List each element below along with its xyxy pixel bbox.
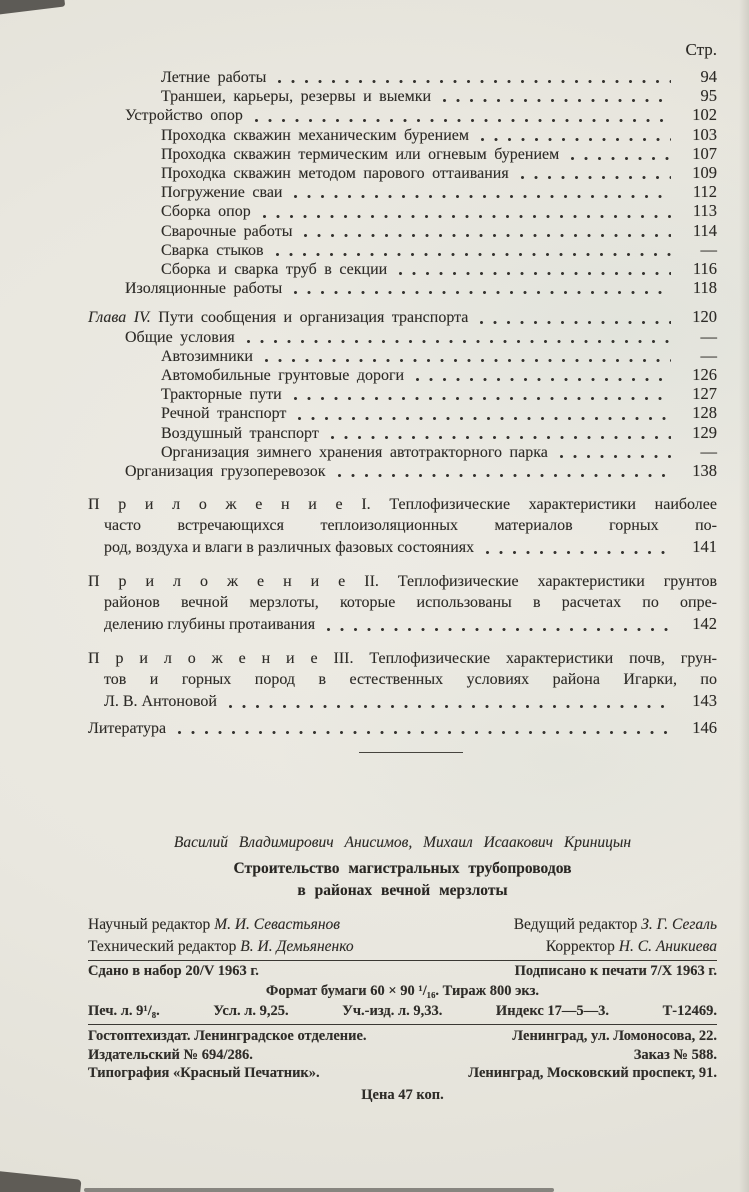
colophon-item: Усл. л. 9,25. (213, 1003, 289, 1019)
appendix-last-text: род, воздуха и влаги в различных фазовых состояниях (104, 539, 475, 557)
dot-leader (416, 366, 671, 385)
toc-entry-page: — (700, 239, 717, 259)
editors-block (88, 914, 717, 957)
toc-entry-page: 114 (692, 220, 717, 240)
publisher-right: Ленинград, Московский проспект, 91. (468, 1065, 717, 1081)
dot-leader (178, 719, 671, 738)
scan-artifact-bottom-edge (84, 1188, 554, 1192)
dot-leader (229, 690, 671, 712)
toc-entry (88, 241, 717, 260)
publisher-left: Гостоптехиздат. Ленинградское отделение. (88, 1028, 367, 1044)
dot-leader (486, 536, 671, 558)
toc-entry-label: Автомобильные грунтовые дороги (161, 367, 405, 385)
toc-entry (88, 126, 717, 145)
editor-line (88, 936, 354, 958)
toc-entry (88, 462, 717, 481)
toc-entry-page: 138 (692, 461, 717, 481)
table-of-contents (88, 68, 717, 481)
book-title-line1: Строительство магистральных трубопроводов (233, 860, 572, 877)
toc-entry-page: 109 (692, 163, 717, 183)
toc-entry-page: 118 (692, 278, 717, 298)
colophon-item: Уч.-изд. л. 9,33. (342, 1003, 443, 1019)
dot-leader (304, 222, 671, 241)
toc-entry-label: Сварка стыков (161, 241, 264, 259)
colophon-rule-bottom (88, 1024, 717, 1025)
toc-appendix-entry (88, 648, 717, 712)
toc-entry-page: 116 (692, 259, 717, 279)
toc-entry-page: — (700, 441, 717, 461)
appendix-last-line (88, 613, 717, 635)
toc-entry (88, 366, 717, 385)
book-title (88, 858, 717, 902)
toc-entry-page: 103 (692, 124, 717, 144)
toc-entry-label: Организация зимнего хранения автотракторного парка (161, 443, 548, 461)
appendix-text-line: П р и л о ж е н и е I. Теплофизические характеристики наиболее (88, 496, 717, 514)
toc-entry-label: Погружение сваи (161, 184, 283, 202)
appendix-last-line (88, 690, 717, 712)
toc-entry (88, 260, 717, 279)
colophon-dates-row (88, 961, 717, 981)
scan-artifact-bottom-left (0, 1168, 81, 1192)
toc-entry (88, 202, 717, 221)
scan-shadow-right-edge (739, 0, 749, 1192)
toc-entry (88, 719, 717, 738)
toc-entry-page: 129 (692, 422, 717, 442)
appendix-text-line: П р и л о ж е н и е II. Теплофизические характеристики грунтов (88, 573, 717, 591)
authors-line: Василий Владимирович Анисимов, Михаил Исаакович Криницын (173, 834, 632, 851)
toc-entry-label: Сборка опор (161, 203, 251, 221)
toc-entry-label: Литература (88, 720, 167, 738)
toc-entry-page: 127 (692, 384, 717, 404)
section-divider (359, 752, 463, 753)
appendix-text-line: тов и горных пород в естественных условиях района Игарки, по (104, 671, 717, 689)
toc-entry-label: Организация грузоперевозок (125, 463, 326, 481)
publisher-row (88, 1064, 717, 1083)
toc-entry-label: Проходка скважин методом парового оттаивания (161, 165, 509, 183)
dot-leader (294, 385, 671, 404)
toc-entry (88, 222, 717, 241)
toc-entry-page: 94 (700, 67, 717, 86)
dot-leader (298, 404, 671, 423)
dot-leader (521, 164, 671, 183)
toc-appendix-entry (88, 571, 717, 635)
toc-entry-label: Глава IV. Пути сообщения и организация транспорта (88, 309, 469, 327)
dot-leader (338, 462, 671, 481)
editor-line (514, 936, 717, 958)
editor-name: З. Г. Сегаль (641, 916, 717, 933)
dot-leader (265, 347, 671, 366)
sheets-index-row (88, 1001, 717, 1021)
toc-entry-page: 112 (692, 182, 717, 202)
toc-entry-page: 107 (692, 143, 717, 163)
toc-entry-page: 126 (692, 365, 717, 385)
publisher-row (88, 1046, 717, 1065)
editor-line (514, 914, 717, 936)
dot-leader (480, 308, 671, 327)
colophon (88, 960, 717, 1104)
editor-name: В. И. Демьяненко (240, 937, 354, 955)
editor-role: Ведущий редактор (513, 916, 642, 933)
dot-leader (276, 241, 671, 260)
editor-name: Н. С. Аникиева (618, 937, 717, 955)
appendix-text-line: П р и л о ж е н и е III. Теплофизические характеристики почв, грун- (88, 650, 717, 668)
publisher-right: Заказ № 588. (633, 1046, 717, 1063)
toc-entry (88, 385, 717, 404)
print-date: Подписано к печати 7/X 1963 г. (514, 963, 717, 979)
toc-entry-label: Проходка скважин термическим или огневым бурением (161, 145, 560, 163)
toc-entry-page: 120 (692, 307, 717, 327)
dot-leader (247, 328, 671, 347)
appendix-text-line: районов вечной мерзлоты, которые использованы в расчетах по опре- (104, 594, 717, 612)
scan-artifact-top-left (0, 0, 65, 17)
toc-entry-page: 128 (692, 403, 717, 423)
toc-entry-page: 95 (700, 86, 717, 106)
editors-right-column (514, 914, 717, 957)
editors-left-column (88, 914, 354, 957)
toc-entry-label: Траншеи, карьеры, резервы и выемки (161, 88, 432, 106)
dot-leader (571, 145, 671, 164)
publisher-block (88, 1027, 717, 1083)
toc-entry (88, 145, 717, 164)
imprint-block (88, 833, 717, 1104)
page-content (88, 40, 717, 1103)
dot-leader (263, 202, 671, 221)
page-column-header: Стр. (685, 40, 717, 59)
toc-entry (88, 308, 717, 327)
format-print-run: Формат бумаги 60 × 90 ¹/₁₆. Тираж 800 экз. (265, 983, 540, 999)
toc-entry (88, 404, 717, 423)
toc-entry-label: Воздушный транспорт (161, 424, 319, 442)
toc-entry-page: 146 (692, 718, 717, 738)
toc-entry (88, 183, 717, 202)
toc-entry-page: 102 (692, 105, 717, 125)
toc-entry-label: Тракторные пути (161, 386, 282, 404)
toc-entry-label: Общие условия (125, 328, 235, 346)
toc-entry (88, 68, 717, 87)
toc-entry-page: — (700, 326, 717, 346)
appendix-entries (88, 494, 717, 712)
toc-entry-label: Автозимники (161, 347, 253, 365)
appendix-last-text: Л. В. Антоновой (104, 693, 217, 711)
publisher-right: Ленинград, ул. Ломоносова, 22. (512, 1028, 717, 1044)
book-title-line2: в районах вечной мерзлоты (297, 882, 508, 899)
dot-leader (255, 106, 671, 125)
editor-name: М. И. Севастьянов (214, 916, 340, 933)
toc-entry-page: 143 (692, 691, 717, 711)
colophon-item: Т-12469. (662, 1003, 717, 1019)
toc-entry (88, 106, 717, 125)
appendix-last-text: делению глубины протаивания (104, 616, 316, 634)
toc-entry-label: Сварочные работы (161, 222, 293, 240)
editor-role: Научный редактор (88, 916, 215, 933)
toc-entry (88, 164, 717, 183)
toc-entry (88, 279, 717, 298)
colophon-item: Индекс 17—5—3. (495, 1003, 610, 1019)
toc-entry-label: Устройство опор (125, 107, 243, 125)
dot-leader (481, 126, 671, 145)
publisher-left: Типография «Красный Печатник». (88, 1065, 320, 1081)
toc-entry (88, 424, 717, 443)
dot-leader (443, 87, 671, 106)
appendix-last-line (88, 536, 717, 558)
toc-entry (88, 443, 717, 462)
appendix-text-line: часто встречающихся теплоизоляционных материалов горных по- (104, 517, 717, 535)
toc-entry-page: 142 (692, 614, 717, 634)
dot-leader (294, 183, 671, 202)
toc-appendix-entry (88, 494, 717, 558)
toc-entry-page: 113 (692, 201, 717, 221)
toc-entry-label: Сборка и сварка труб в секции (161, 261, 388, 279)
typeset-date: Сдано в набор 20/V 1963 г. (88, 963, 259, 979)
editor-line (88, 914, 354, 936)
dot-leader (278, 68, 671, 87)
dot-leader (327, 613, 671, 635)
toc-entry-label: Проходка скважин механическим бурением (161, 126, 469, 144)
toc-entry-label: Летние работы (161, 69, 267, 86)
publisher-row (88, 1027, 717, 1046)
toc-entry (88, 87, 717, 106)
toc-chapter-prefix: Глава IV. (88, 309, 159, 327)
editor-role: Корректор (545, 937, 619, 955)
dot-leader (294, 279, 671, 298)
toc-entry-label: Речной транспорт (161, 405, 287, 423)
toc-entry-page: 141 (692, 537, 717, 557)
dot-leader (560, 443, 671, 462)
literature-entry (88, 719, 717, 738)
editor-role: Технический редактор (88, 937, 241, 955)
toc-entry (88, 347, 717, 366)
price-line: Цена 47 коп. (361, 1086, 444, 1103)
toc-entry-page: — (700, 345, 717, 365)
toc-entry (88, 328, 717, 347)
dot-leader (331, 424, 671, 443)
dot-leader (399, 260, 671, 279)
toc-entry-label: Изоляционные работы (125, 280, 283, 298)
publisher-left: Издательский № 694/286. (88, 1046, 253, 1063)
colophon-item: Печ. л. 9¹/₈. (88, 1003, 160, 1019)
